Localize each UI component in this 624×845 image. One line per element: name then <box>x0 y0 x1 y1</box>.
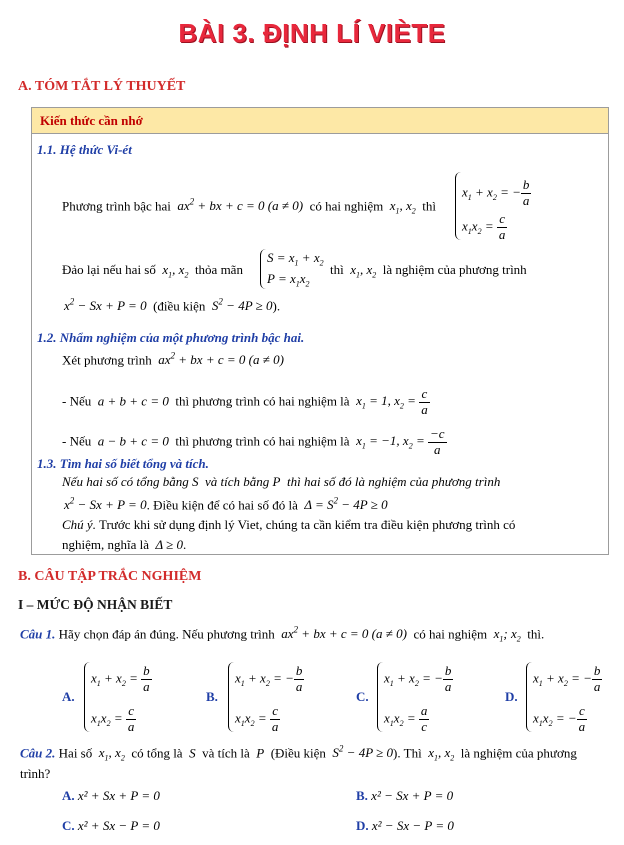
note <box>62 517 515 533</box>
page-title: BÀI 3. ĐỊNH LÍ VIÈTE <box>178 18 446 48</box>
text: có hai nghiệm <box>413 626 488 642</box>
text: Phương trình bậc hai <box>62 198 171 214</box>
brace <box>377 662 384 732</box>
text: . Điều kiện để có hai số đó là <box>146 497 298 513</box>
text: ). Thì <box>393 745 422 761</box>
roots: $x_1$, $x_2$ <box>386 198 416 216</box>
note-end: nghiệm, nghĩa là Δ ≥ 0. <box>62 537 187 552</box>
text: Nếu hai số có tổng bằng <box>62 474 189 489</box>
q1-option-c-label[interactable]: C. <box>356 689 369 704</box>
consider-equation: Xét phương trình $ax^2$ + bx + c = 0 (a ≠ 0) <box>62 351 284 368</box>
subheading-1-2: 1.2. Nhẩm nghiệm của một phương trình bậc hai. <box>37 330 305 345</box>
q1-option-b-label[interactable]: B. <box>206 689 218 704</box>
text: Đảo lại nếu hai số <box>62 262 156 277</box>
note-label: Chú ý. <box>62 517 96 532</box>
option-label: C. <box>62 818 75 833</box>
level-heading: I – MỨC ĐỘ NHẬN BIẾT <box>18 597 173 612</box>
brace <box>84 662 91 732</box>
theory-box-title: Kiến thức cần nhớ <box>40 113 143 128</box>
equation: $ax^2$ + bx + c = 0 (a ≠ 0) <box>174 197 307 214</box>
text: nghiệm, nghĩa là <box>62 537 150 552</box>
brace <box>260 249 267 289</box>
text: (điều kiện <box>153 298 206 314</box>
brace <box>228 662 235 732</box>
text: thì. <box>527 626 545 642</box>
option-label: B. <box>356 788 368 803</box>
question-2-end: trình? <box>20 766 51 781</box>
q1-option-a-sum: $x_1 + x_2$ = $\frac{b}{a}$ <box>91 663 150 694</box>
brace <box>526 662 533 732</box>
theory-box-header <box>32 108 608 134</box>
numbers: $x_1$, $x_2$ <box>346 262 377 280</box>
question-2: Câu 2. Hai số $x_1$, $x_2$ có tổng là S và tích là P (Điều kiện $S^2 - 4P \ge 0$). Thì $x_1$, $x_2$ là nghiệm của phương <box>20 744 577 763</box>
converse-equation: $x^2 - Sx + P = 0$ (điều kiện $S^2 - 4P \ge 0$). <box>64 297 281 314</box>
converse-end <box>330 262 527 280</box>
rule-1: - Nếu a + b + c = 0 thì phương trình có hai nghiệm là $x_1 = 1$, $x_2$ = $\frac{c}{a}$ <box>62 386 428 417</box>
text: Xét phương trình <box>62 352 152 368</box>
text: (Điều kiện <box>270 745 326 761</box>
question-label: Câu 1. <box>20 626 56 642</box>
text: có hai nghiệm <box>309 198 384 214</box>
q1-option-c-product: $x_1x_2$ = $\frac{a}{c}$ <box>384 703 428 734</box>
option-equation: x² − Sx − P = 0 <box>371 818 454 833</box>
q1-option-a-label[interactable]: A. <box>62 689 75 704</box>
text: thì <box>422 198 437 214</box>
q1-option-d-product: $x_1x_2$ = − $\frac{c}{a}$ <box>533 703 586 734</box>
text: thì <box>330 262 344 277</box>
vieta-sum: $x_1 + x_2$ = − $\frac{b}{a}$ <box>462 177 530 208</box>
option-label: D. <box>356 818 369 833</box>
text: Trước khi sử dụng định lý Viet, chúng ta cần kiểm tra điều kiện phương trình có <box>98 517 516 532</box>
q1-option-b-sum: $x_1 + x_2$ = − $\frac{b}{a}$ <box>235 663 303 694</box>
option-equation: x² + Sx − P = 0 <box>77 818 160 833</box>
text: - Nếu <box>62 393 92 409</box>
text: là nghiệm của phương <box>460 745 577 761</box>
product-condition: $P = x_1x_2$ <box>267 271 310 289</box>
brace <box>455 172 462 240</box>
q1-option-c-sum: $x_1 + x_2$ = − $\frac{b}{a}$ <box>384 663 452 694</box>
text: thì hai số đó là nghiệm của phương trình <box>286 474 501 489</box>
text: thỏa mãn <box>194 262 243 277</box>
converse-statement <box>62 262 243 280</box>
question-label: Câu 2. <box>20 745 56 761</box>
subheading-1-1: 1.1. Hệ thức Vi-ét <box>37 142 132 157</box>
option-equation: x² + Sx + P = 0 <box>77 788 160 803</box>
question-1: Câu 1. Hãy chọn đáp án đúng. Nếu phương trình $ax^2$ + bx + c = 0 (a ≠ 0) có hai nghiệm $x_1$; $x_2$ thì. <box>20 625 545 644</box>
text: Hai số <box>58 745 93 761</box>
option-label: A. <box>62 788 75 803</box>
sum-product-equation: $x^2 - Sx + P = 0$. Điều kiện để có hai số đó là $\Delta = S^2 - 4P \ge 0$ <box>64 496 388 513</box>
text: và tích là <box>202 745 250 761</box>
sum-condition: $S = x_1 + x_2$ <box>267 250 324 268</box>
q1-option-a-product: $x_1x_2$ = $\frac{c}{a}$ <box>91 703 135 734</box>
option-equation: x² − Sx + P = 0 <box>371 788 454 803</box>
numbers: $x_1$, $x_2$ <box>159 262 189 280</box>
text: Hãy chọn đáp án đúng. Nếu phương trình <box>58 626 275 642</box>
q1-option-d-sum: $x_1 + x_2$ = − $\frac{b}{a}$ <box>533 663 601 694</box>
section-a-heading: A. TÓM TẮT LÝ THUYẾT <box>18 79 186 94</box>
q2-option-c[interactable] <box>62 818 160 834</box>
text: thì phương trình có hai nghiệm là <box>175 393 350 409</box>
vieta-statement <box>62 197 436 216</box>
q1-option-d-label[interactable]: D. <box>505 689 518 704</box>
text: - Nếu <box>62 433 92 449</box>
q1-option-b-product: $x_1x_2$ = $\frac{c}{a}$ <box>235 703 279 734</box>
vieta-product: $x_1x_2$ = $\frac{c}{a}$ <box>462 211 506 242</box>
subheading-1-3: 1.3. Tìm hai số biết tổng và tích. <box>37 456 209 471</box>
text: là nghiệm của phương trình <box>382 262 527 277</box>
q2-option-b[interactable] <box>356 788 453 804</box>
text: và tích bằng <box>205 474 270 489</box>
text: có tổng là <box>131 745 183 761</box>
section-b-heading: B. CÂU TẬP TRẮC NGHIỆM <box>18 569 202 584</box>
q2-option-d[interactable] <box>356 818 454 834</box>
q2-option-a[interactable] <box>62 788 160 804</box>
text: thì phương trình có hai nghiệm là <box>175 433 350 449</box>
sum-product-statement: Nếu hai số có tổng bằng S và tích bằng P thì hai số đó là nghiệm của phương trình <box>62 474 501 489</box>
rule-2: - Nếu a − b + c = 0 thì phương trình có hai nghiệm là $x_1 = -1$, $x_2$ = $\frac{-c}{a}$ <box>62 426 445 457</box>
